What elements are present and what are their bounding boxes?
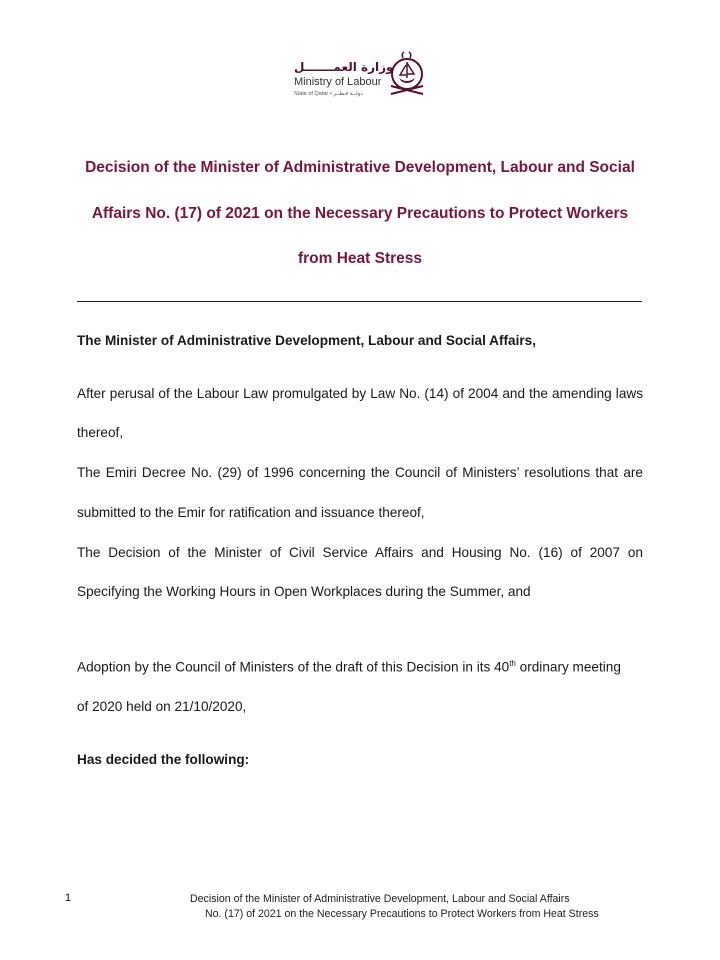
ministry-name-arabic: وزارة العمـــــــل bbox=[294, 60, 394, 74]
paragraph-1-line-1: After perusal of the Labour Law promulgated by Law No. (14) of 2004 and the amending laws bbox=[77, 386, 643, 401]
title-line-1: Decision of the Minister of Administrative Development, Labour and Social bbox=[85, 159, 635, 176]
paragraph-2-line-2: submitted to the Emir for ratification and issuance thereof, bbox=[77, 505, 425, 520]
paragraph-4-line-2: of 2020 held on 21/10/2020, bbox=[77, 699, 247, 714]
paragraph-2-line-1: The Emiri Decree No. (29) of 1996 concerning the Council of Ministers’ resolutions that are bbox=[77, 465, 643, 480]
minister-heading: The Minister of Administrative Development, Labour and Social Affairs, bbox=[77, 333, 536, 348]
decision-title bbox=[70, 145, 650, 282]
footer-line-1: Decision of the Minister of Administrative Development, Labour and Social Affairs bbox=[190, 893, 570, 905]
paragraph-4-line-1 bbox=[77, 659, 643, 675]
paragraph-3-line-1: The Decision of the Minister of Civil Service Affairs and Housing No. (16) of 2007 on bbox=[77, 545, 643, 560]
paragraph-3-line-2: Specifying the Working Hours in Open Workplaces during the Summer, and bbox=[77, 584, 531, 599]
title-line-2: Affairs No. (17) of 2021 on the Necessary Precautions to Protect Workers bbox=[91, 204, 629, 222]
ministry-logo bbox=[292, 46, 432, 106]
emblem-icon bbox=[387, 50, 427, 102]
paragraph-4-text-end: ordinary meeting bbox=[515, 659, 621, 675]
state-of-qatar-line: State of Qatar • دولــة قـطــر bbox=[294, 91, 363, 97]
paragraph-1-line-2: thereof, bbox=[77, 425, 124, 440]
ordinal-suffix: th bbox=[509, 659, 516, 668]
page-number: 1 bbox=[65, 892, 72, 904]
page-footer bbox=[190, 892, 642, 922]
footer-line-2: No. (17) of 2021 on the Necessary Precautions to Protect Workers from Heat Stress bbox=[205, 908, 599, 920]
paragraph-4-text-start: Adoption by the Council of Ministers of the draft of this Decision in its 40 bbox=[77, 659, 510, 675]
title-line-3: from Heat Stress bbox=[297, 250, 423, 267]
decided-heading: Has decided the following: bbox=[77, 752, 250, 767]
title-divider bbox=[77, 301, 642, 302]
ministry-name-english: Ministry of Labour bbox=[294, 76, 382, 88]
